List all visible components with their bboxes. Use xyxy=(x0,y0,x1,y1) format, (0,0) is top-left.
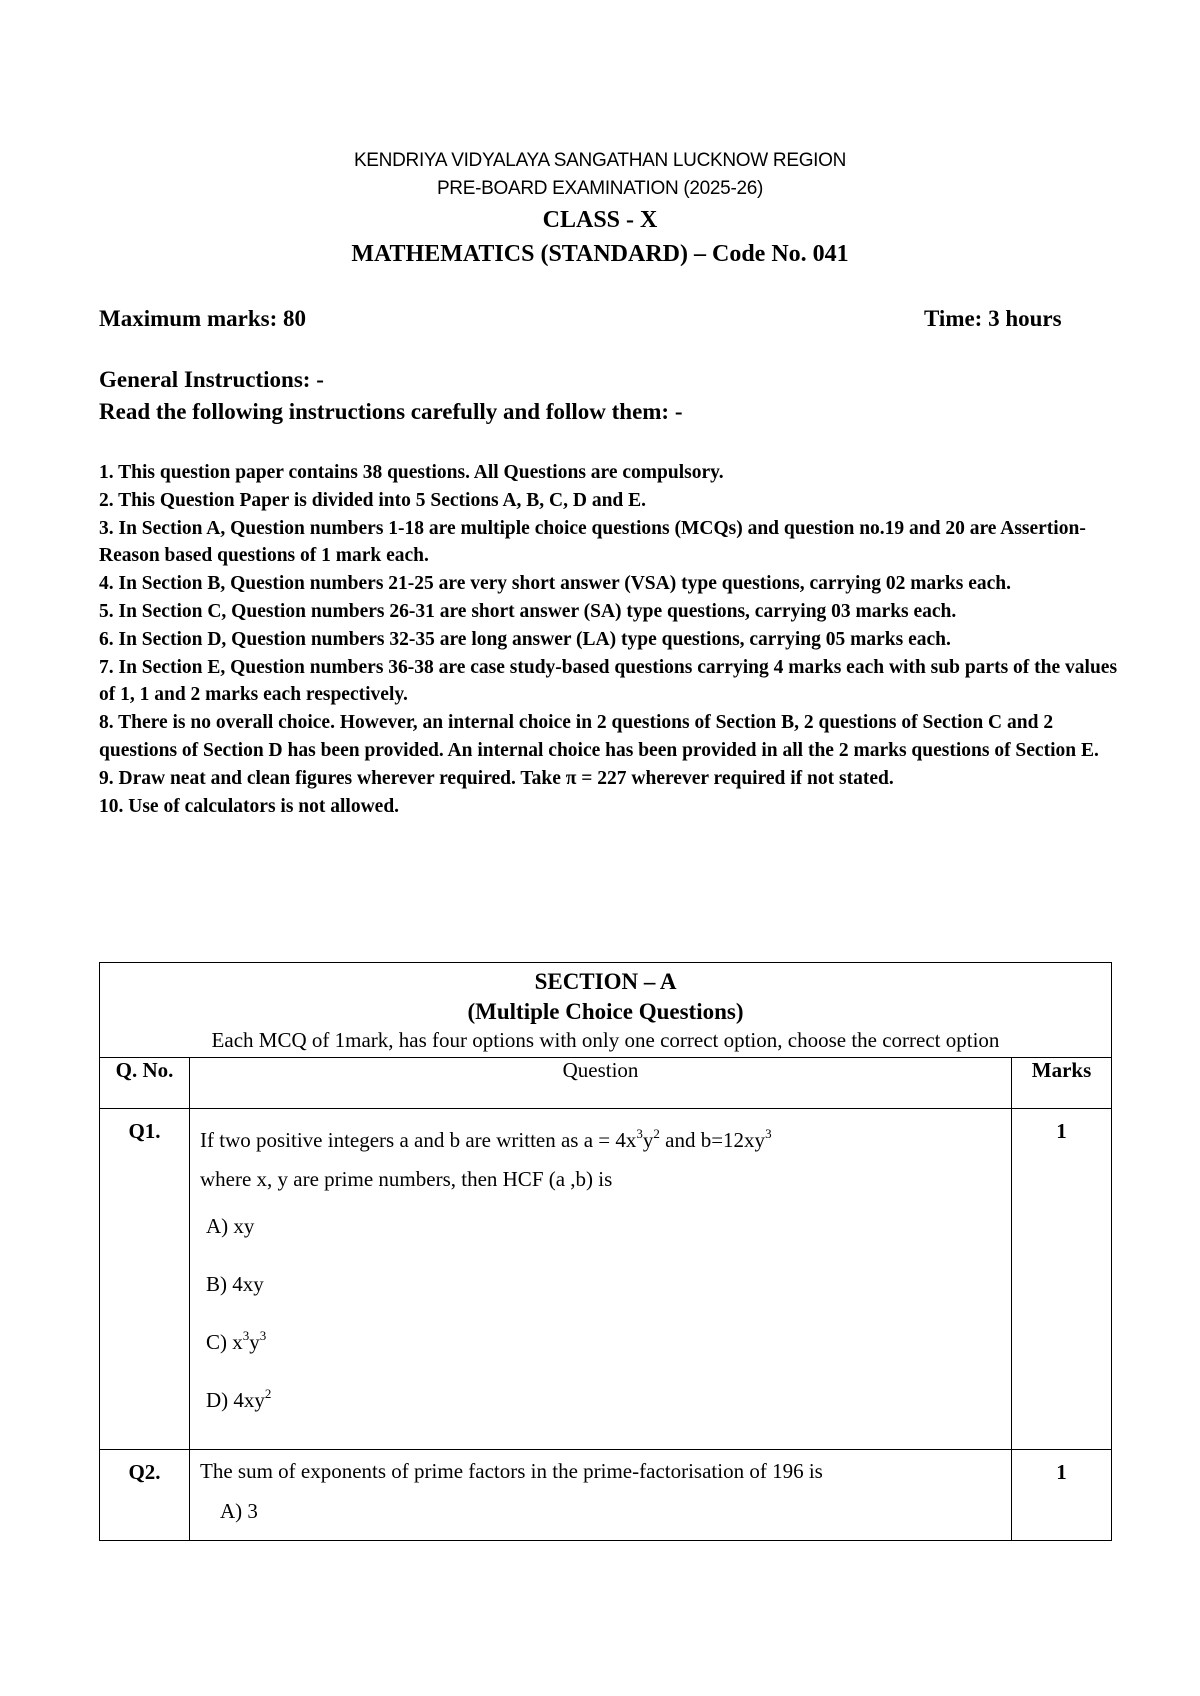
instruction-item: 6. In Section D, Question numbers 32-35 are long answer (LA) type questions, carrying 05 marks each. xyxy=(99,628,951,650)
option-text-part: D) 4xy xyxy=(206,1388,265,1412)
question-marks: 1 xyxy=(1012,1450,1112,1541)
question-number: Q2. xyxy=(100,1450,190,1541)
exam-title: PRE-BOARD EXAMINATION (2025-26) xyxy=(436,178,764,199)
instruction-item: 7. In Section E, Question numbers 36-38 are case study-based questions carrying 4 marks each with sub parts of the values of 1, 1 and 2 marks each respectively. xyxy=(99,656,1118,706)
question-line: where x, y are prime numbers, then HCF (a ,b) is xyxy=(200,1167,613,1191)
time-allowed: Time: 3 hours xyxy=(924,306,1062,331)
column-header-marks: Marks xyxy=(1012,1058,1112,1109)
general-instructions-subtitle: Read the following instructions carefully and follow them: - xyxy=(99,399,683,424)
option-b: B) 4xy xyxy=(206,1272,264,1296)
option-c xyxy=(206,1313,1001,1371)
instruction-item: 8. There is no overall choice. However, an internal choice in 2 questions of Section B, 2 questions of Section C and 2 questions of Section D has been provided. An internal choice has been provided in all the 2 marks questions of Section E. xyxy=(99,712,1099,761)
section-a-header xyxy=(100,963,1112,1058)
option-d xyxy=(206,1371,1001,1429)
exponent: 3 xyxy=(259,1328,267,1343)
instructions-list xyxy=(99,459,1119,820)
question-number: Q1. xyxy=(100,1109,190,1450)
option-text-part: C) x xyxy=(206,1330,243,1354)
school-region-heading: KENDRIYA VIDYALAYA SANGATHAN LUCKNOW REGION xyxy=(353,150,847,171)
instruction-item: 10. Use of calculators is not allowed. xyxy=(99,795,400,817)
question-text-part: If two positive integers a and b are written as a = 4x xyxy=(200,1128,637,1152)
question-text xyxy=(190,1450,1012,1541)
question-line: The sum of exponents of prime factors in the prime-factorisation of 196 is xyxy=(200,1459,823,1483)
question-text-part: and b=12xy xyxy=(659,1128,766,1152)
subject-heading: MATHEMATICS (STANDARD) – Code No. 041 xyxy=(351,241,849,267)
instruction-item: 9. Draw neat and clean figures wherever required. Take π = 227 wherever required if not stated. xyxy=(99,767,894,789)
table-row xyxy=(100,1450,1112,1541)
option-text-part: y xyxy=(249,1330,260,1354)
instruction-item: 1. This question paper contains 38 questions. All Questions are compulsory. xyxy=(99,462,724,483)
class-heading: CLASS - X xyxy=(542,207,658,233)
instruction-item: 4. In Section B, Question numbers 21-25 are very short answer (VSA) type questions, carrying 02 marks each. xyxy=(99,573,1011,595)
exponent: 3 xyxy=(242,1328,250,1343)
question-marks: 1 xyxy=(1012,1109,1112,1450)
max-marks: Maximum marks: 80 xyxy=(99,306,306,331)
question-text xyxy=(190,1109,1012,1450)
question-line xyxy=(200,1119,1001,1161)
instruction-item: 2. This Question Paper is divided into 5 Sections A, B, C, D and E. xyxy=(99,489,647,511)
table-header-row xyxy=(100,1058,1112,1109)
option-a: A) 3 xyxy=(220,1499,258,1523)
question-text-part: y xyxy=(642,1128,654,1152)
instruction-item: 5. In Section C, Question numbers 26-31 are short answer (SA) type questions, carrying 03 marks each. xyxy=(99,600,957,622)
exponent: 3 xyxy=(636,1126,643,1141)
column-header-qno: Q. No. xyxy=(100,1058,190,1109)
exponent: 3 xyxy=(765,1126,772,1141)
instruction-item: 3. In Section A, Question numbers 1-18 are multiple choice questions (MCQs) and question no.19 and 20 are Assertion- Reason based questions of 1 mark each. xyxy=(99,517,1086,567)
general-instructions-title: General Instructions: - xyxy=(99,367,324,392)
section-title: SECTION – A xyxy=(534,969,677,994)
exponent: 2 xyxy=(653,1126,660,1141)
section-a-table xyxy=(99,962,1112,1541)
exponent: 2 xyxy=(264,1386,272,1401)
table-row xyxy=(100,1109,1112,1450)
column-header-question: Question xyxy=(190,1058,1012,1109)
section-note: Each MCQ of 1mark, has four options with only one correct option, choose the correct option xyxy=(211,1028,1000,1052)
section-subtitle: (Multiple Choice Questions) xyxy=(467,999,744,1024)
option-a: A) xy xyxy=(206,1214,255,1238)
